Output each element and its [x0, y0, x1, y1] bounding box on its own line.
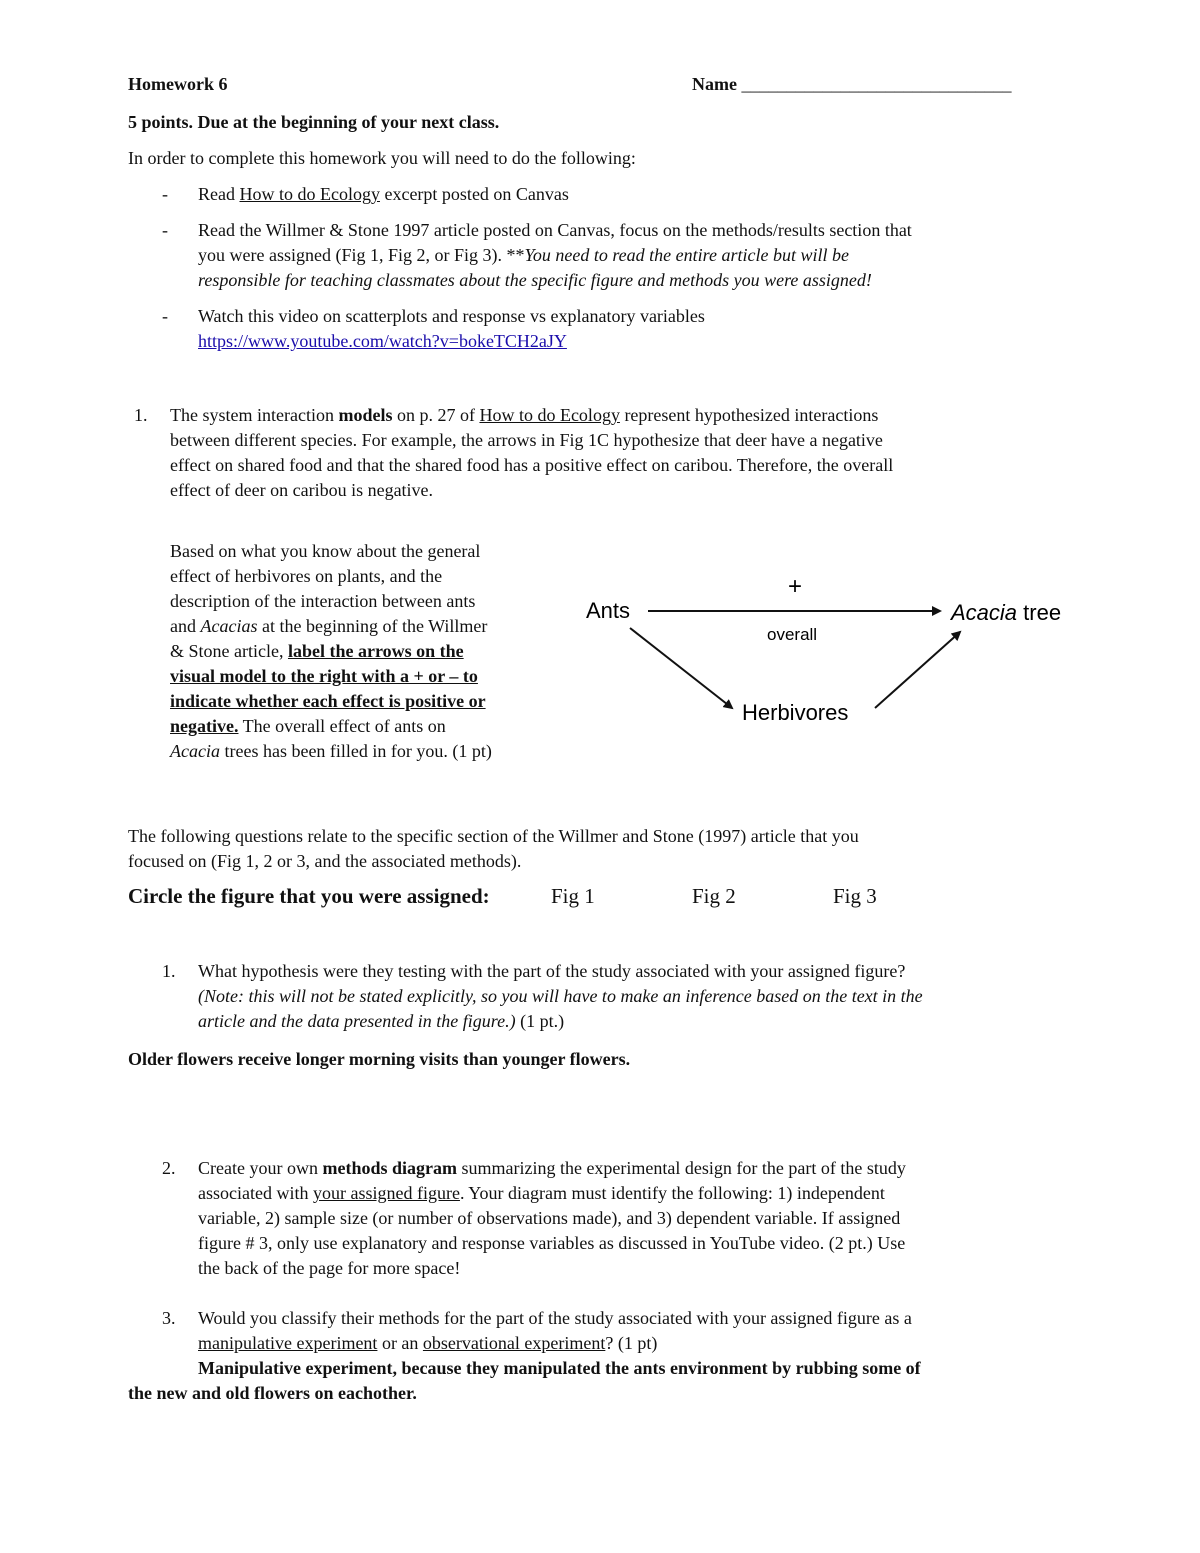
bullet-dash: -: [162, 184, 168, 204]
bullet-text: Watch this video on scatterplots and response vs explanatory variables: [198, 306, 705, 326]
instruction-line: effect of herbivores on plants, and the: [170, 566, 443, 586]
instruction-line: & Stone article,: [170, 641, 288, 661]
bullet-emphasis: You need to read the entire article but will be: [524, 245, 849, 265]
question-text: effect of deer on caribou is negative.: [170, 480, 434, 500]
youtube-link[interactable]: https://www.youtube.com/watch?v=bokeTCH2aJY: [198, 331, 567, 351]
question-text: What hypothesis were they testing with the part of the study associated with your assigned figure?: [198, 961, 906, 981]
question-text: Would you classify their methods for the part of the study associated with your assigned figure as a: [198, 1308, 912, 1328]
question-text: on p. 27 of: [392, 405, 480, 425]
question-text: the back of the page for more space!: [198, 1258, 461, 1278]
bold-term: models: [338, 405, 393, 425]
fig-3-option[interactable]: Fig 3: [833, 884, 877, 908]
overall-label: overall: [767, 625, 818, 644]
question-number: 2.: [162, 1158, 176, 1178]
question-number: 3.: [162, 1308, 176, 1328]
question-text: Create your own: [198, 1158, 323, 1178]
bullet-dash: -: [162, 220, 168, 240]
instruction-line: and: [170, 616, 201, 636]
bullet-text: excerpt posted on Canvas: [379, 184, 569, 204]
instruction-line: at the beginning of the Willmer: [257, 616, 488, 636]
bold-term: methods diagram: [322, 1158, 457, 1178]
question-note: article and the data presented in the figure.): [198, 1011, 516, 1031]
instruction-line: Based on what you know about the general: [170, 541, 481, 561]
emphasis-instruction: indicate whether each effect is positive or: [170, 691, 486, 711]
emphasis-instruction: label the arrows on the: [287, 641, 464, 661]
question-note: (Note: this will not be stated explicitly, so you will have to make an inference based on the text in the: [198, 986, 923, 1006]
arrow-herbivores-to-acacia[interactable]: [875, 632, 960, 708]
emphasis-instruction: visual model to the right with a + or – to: [170, 666, 478, 686]
answer-3-line[interactable]: the new and old flowers on eachother.: [128, 1383, 417, 1403]
answer-3-line[interactable]: Manipulative experiment, because they manipulated the ants environment by rubbing some of: [198, 1358, 921, 1378]
book-title: How to do Ecology: [239, 184, 380, 204]
underlined-term: your assigned figure: [312, 1183, 460, 1203]
fig-2-option[interactable]: Fig 2: [692, 884, 736, 908]
question-text: or an: [377, 1333, 423, 1353]
points-line: 5 points. Due at the beginning of your next class.: [128, 112, 500, 132]
circle-figure-label: Circle the figure that you were assigned:: [128, 884, 490, 908]
question-text: ? (1 pt): [605, 1333, 658, 1353]
fig-1-option[interactable]: Fig 1: [551, 884, 595, 908]
instruction-line: description of the interaction between ants: [170, 591, 476, 611]
question-text: . Your diagram must identify the following: 1) independent: [459, 1183, 885, 1203]
intro-text: In order to complete this homework you will need to do the following:: [128, 148, 636, 168]
section-intro-line: The following questions relate to the specific section of the Willmer and Stone (1997) article that you: [128, 826, 859, 846]
question-text: summarizing the experimental design for the part of the study: [456, 1158, 906, 1178]
question-text: The system interaction: [170, 405, 339, 425]
question-text: between different species. For example, the arrows in Fig 1C hypothesize that deer have a negative: [170, 430, 883, 450]
question-number: 1.: [134, 405, 148, 425]
instruction-line: The overall effect of ants on: [238, 716, 446, 736]
interaction-diagram: [570, 560, 1090, 740]
node-herbivores: Herbivores: [742, 700, 849, 725]
bullet-text: Read the Willmer & Stone 1997 article posted on Canvas, focus on the methods/results section that: [198, 220, 912, 240]
question-text: represent hypothesized interactions: [619, 405, 879, 425]
question-number: 1.: [162, 961, 176, 981]
name-label: Name: [692, 74, 737, 94]
bullet-dash: -: [162, 306, 168, 326]
book-title: How to do Ecology: [479, 405, 620, 425]
question-text: variable, 2) sample size (or number of observations made), and 3) dependent variable. If assigned: [198, 1208, 901, 1228]
name-field[interactable]: [692, 72, 1011, 97]
arrow-ants-to-herbivores[interactable]: [630, 628, 732, 708]
node-ants: Ants: [586, 598, 631, 623]
node-acacia-tree: Acacia tree: [951, 600, 1062, 625]
question-text: figure # 3, only use explanatory and response variables as discussed in YouTube video. (2 pt.) Use: [198, 1233, 906, 1253]
species-name: Acacias: [200, 616, 258, 636]
bullet-text: you were assigned (Fig 1, Fig 2, or Fig 3). **: [198, 245, 525, 265]
question-text: associated with: [198, 1183, 313, 1203]
name-blank: ______________________________: [741, 74, 1012, 94]
homework-title: Homework 6: [128, 74, 228, 94]
bullet-emphasis: responsible for teaching classmates about the specific figure and methods you were assigned!: [198, 270, 872, 290]
question-points: (1 pt.): [515, 1011, 565, 1031]
underlined-term: observational experiment: [422, 1333, 606, 1353]
species-name: Acacia: [170, 741, 220, 761]
emphasis-instruction: negative.: [170, 716, 239, 736]
underlined-term: manipulative experiment: [198, 1333, 378, 1353]
instruction-line: trees has been filled in for you. (1 pt): [219, 741, 492, 761]
overall-effect-sign: +: [788, 573, 803, 600]
section-intro-line: focused on (Fig 1, 2 or 3, and the associated methods).: [128, 851, 522, 871]
question-text: effect on shared food and that the shared food has a positive effect on caribou. Therefore, the overall: [170, 455, 894, 475]
bullet-text: Read: [198, 184, 240, 204]
answer-1[interactable]: Older flowers receive longer morning visits than younger flowers.: [128, 1049, 631, 1069]
